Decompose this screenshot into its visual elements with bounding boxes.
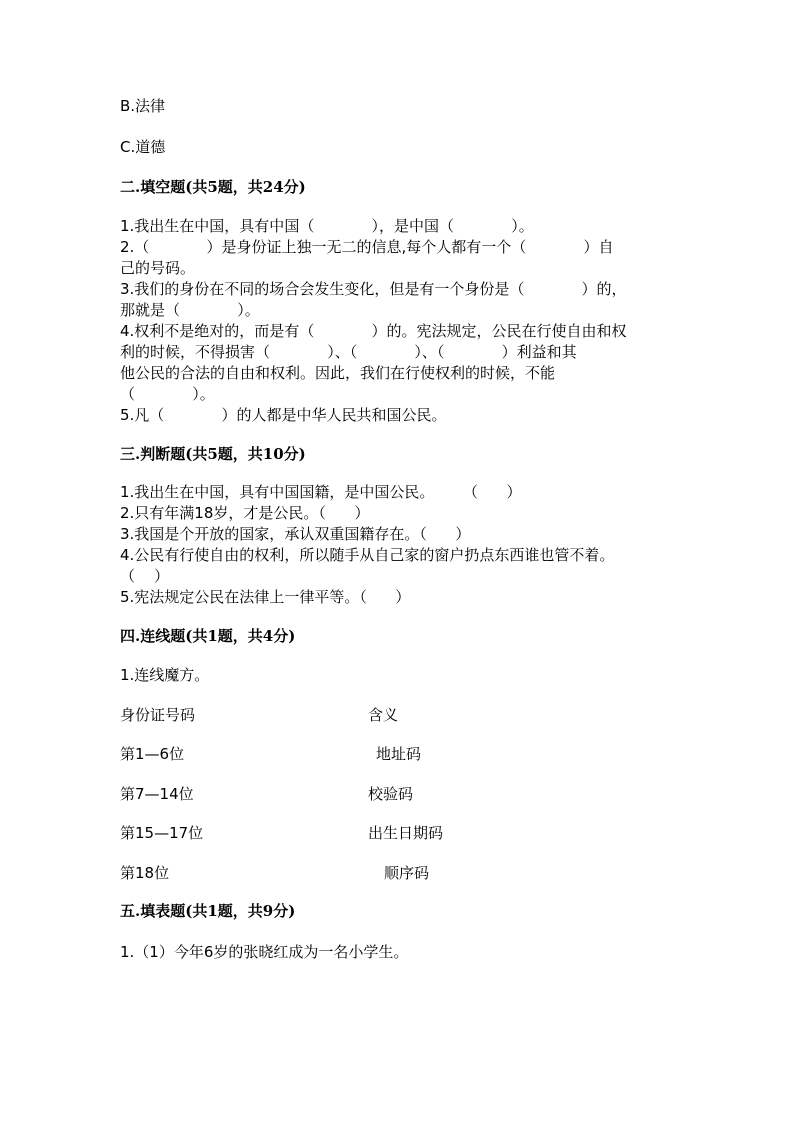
option-b: B.法律: [120, 97, 166, 115]
match-question: 1.连线魔方。: [120, 666, 210, 684]
judge-line: 2.只有年满18岁，才是公民。（ ）: [120, 504, 370, 522]
judge-line: 5.宪法规定公民在法律上一律平等。（ ）: [120, 588, 411, 606]
match-right-item: 含义: [368, 706, 399, 724]
section-heading-judge: 三.判断题(共5题，共10分): [120, 445, 306, 463]
fill-blank-line: 4.权利不是绝对的，而是有（ ）的。宪法规定，公民在行使自由和权: [120, 322, 627, 340]
match-left-item: 第18位: [120, 864, 170, 882]
fill-blank-line: 5.凡（ ）的人都是中华人民共和国公民。: [120, 406, 447, 424]
section-heading-fill-blank: 二.填空题(共5题，共24分): [120, 178, 306, 196]
fill-blank-line: （ ）。: [120, 385, 215, 403]
fill-blank-line: 那就是（ ）。: [120, 301, 260, 319]
fill-blank-line: 2.（ ）是身份证上独一无二的信息,每个人都有一个（ ）自: [120, 238, 614, 256]
fill-blank-line: 1.我出生在中国，具有中国（ ），是中国（ ）。: [120, 217, 534, 235]
option-c: C.道德: [120, 138, 166, 156]
fill-blank-line: 他公民的合法的自由和权利。因此，我们在行使权利的时候，不能: [120, 364, 556, 382]
match-right-item: 地址码: [376, 745, 422, 763]
judge-line: （ ）: [120, 567, 170, 585]
fill-blank-line: 利的时候，不得损害（ ）、（ ）、（ ）利益和其: [120, 343, 577, 361]
match-left-item: 身份证号码: [120, 706, 196, 724]
match-right-item: 顺序码: [384, 864, 430, 882]
match-left-item: 第7—14位: [120, 785, 194, 803]
table-question: 1.（1）今年6岁的张晓红成为一名小学生。: [120, 943, 409, 961]
section-heading-match: 四.连线题(共1题，共4分): [120, 627, 296, 645]
fill-blank-line: 己的号码。: [120, 259, 196, 277]
match-right-item: 出生日期码: [368, 824, 444, 842]
match-right-item: 校验码: [368, 785, 414, 803]
judge-line: 1.我出生在中国，具有中国国籍，是中国公民。 （ ）: [120, 483, 522, 501]
judge-line: 4.公民有行使自由的权利，所以随手从自己家的窗户扔点东西谁也管不着。: [120, 546, 615, 564]
judge-line: 3.我国是个开放的国家，承认双重国籍存在。（ ）: [120, 525, 471, 543]
match-left-item: 第1—6位: [120, 745, 185, 763]
fill-blank-line: 3.我们的身份在不同的场合会发生变化，但是有一个身份是（ ）的，: [120, 280, 627, 298]
match-left-item: 第15—17位: [120, 824, 204, 842]
section-heading-table: 五.填表题(共1题，共9分): [120, 902, 296, 920]
